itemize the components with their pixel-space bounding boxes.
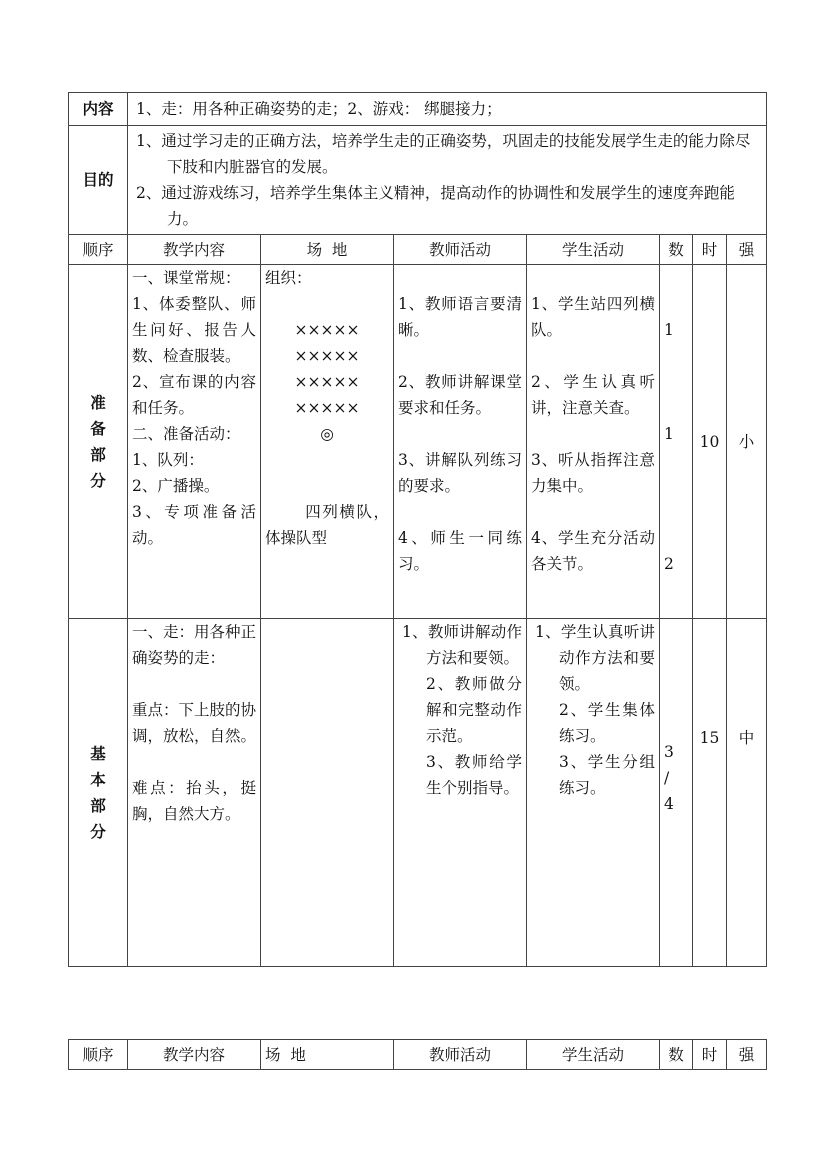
time-cell: 10 xyxy=(693,265,727,619)
section-label: 准 备 部 分 xyxy=(69,265,128,619)
content-text: 1、走：用各种正确姿势的走；2、游戏： 绑腿接力； xyxy=(128,93,767,126)
content-label: 内容 xyxy=(69,93,128,126)
header-venue: 场 地 xyxy=(261,235,394,265)
header-teacher: 教师活动 xyxy=(394,235,527,265)
section-label: 基 本 部 分 xyxy=(69,619,128,967)
teacher-activity: 1、教师语言要清晰。 2、教师讲解课堂要求和任务。 3、讲解队列练习的要求。 4、师生一同练习。 xyxy=(394,265,527,619)
formation-diagram: ××××× ××××× ××××× ××××× ◎ xyxy=(294,321,360,443)
venue-note: 四列横队，体操队型 xyxy=(265,503,389,547)
header-intensity: 强 xyxy=(727,1040,767,1070)
table-row xyxy=(69,265,767,619)
teaching-content: 一、课堂常规： 1、体委整队、师生问好、报告人数、检查服装。 2、宣布课的内容和任务。 二、准备活动： 1、队列： 2、广播操。 3、专项准备活动。 xyxy=(128,265,261,619)
header-content: 教学内容 xyxy=(128,1040,261,1070)
venue-cell xyxy=(261,619,394,967)
student-activity: 1、学生站四列横队。 2、学生认真听讲，注意关查。 3、听从指挥注意力集中。 4、学生充分活动各关节。 xyxy=(527,265,660,619)
intensity-cell: 小 xyxy=(727,265,767,619)
count-cell: 1 1 2 xyxy=(660,265,693,619)
student-activity: 1、学生认真听讲动作方法和要领。 2、学生集体练习。 3、学生分组练习。 xyxy=(527,619,660,967)
lesson-plan-table xyxy=(68,92,767,967)
header-student: 学生活动 xyxy=(527,1040,660,1070)
header-student: 学生活动 xyxy=(527,235,660,265)
goal-item: 1、通过学习走的正确方法，培养学生走的正确姿势，巩固走的技能发展学生走的能力除尽下肢和内脏器官的发展。 xyxy=(136,132,751,176)
intensity-cell: 中 xyxy=(727,619,767,967)
header-count: 数 xyxy=(660,235,693,265)
goal-item: 2、通过游戏练习，培养学生集体主义精神，提高动作的协调性和发展学生的速度奔跑能力。 xyxy=(136,184,735,228)
header-count: 数 xyxy=(660,1040,693,1070)
lesson-plan-table-continued xyxy=(68,1039,767,1070)
header-order: 顺序 xyxy=(69,235,128,265)
header-time: 时 xyxy=(693,235,727,265)
count-cell: 3 / 4 xyxy=(660,619,693,967)
header-time: 时 xyxy=(693,1040,727,1070)
venue-label: 组织： xyxy=(265,269,312,287)
header-intensity: 强 xyxy=(727,235,767,265)
header-venue: 场 地 xyxy=(261,1040,394,1070)
table-row xyxy=(69,619,767,967)
teaching-content: 一、走：用各种正确姿势的走： 重点：下上肢的协调，放松，自然。 难点：抬头，挺胸，自然大方。 xyxy=(128,619,261,967)
header-order: 顺序 xyxy=(69,1040,128,1070)
header-teacher: 教师活动 xyxy=(394,1040,527,1070)
time-cell: 15 xyxy=(693,619,727,967)
header-content: 教学内容 xyxy=(128,235,261,265)
goal-label: 目的 xyxy=(69,126,128,235)
teacher-activity: 1、教师讲解动作方法和要领。 2、教师做分解和完整动作示范。 3、教师给学生个别指导。 xyxy=(394,619,527,967)
